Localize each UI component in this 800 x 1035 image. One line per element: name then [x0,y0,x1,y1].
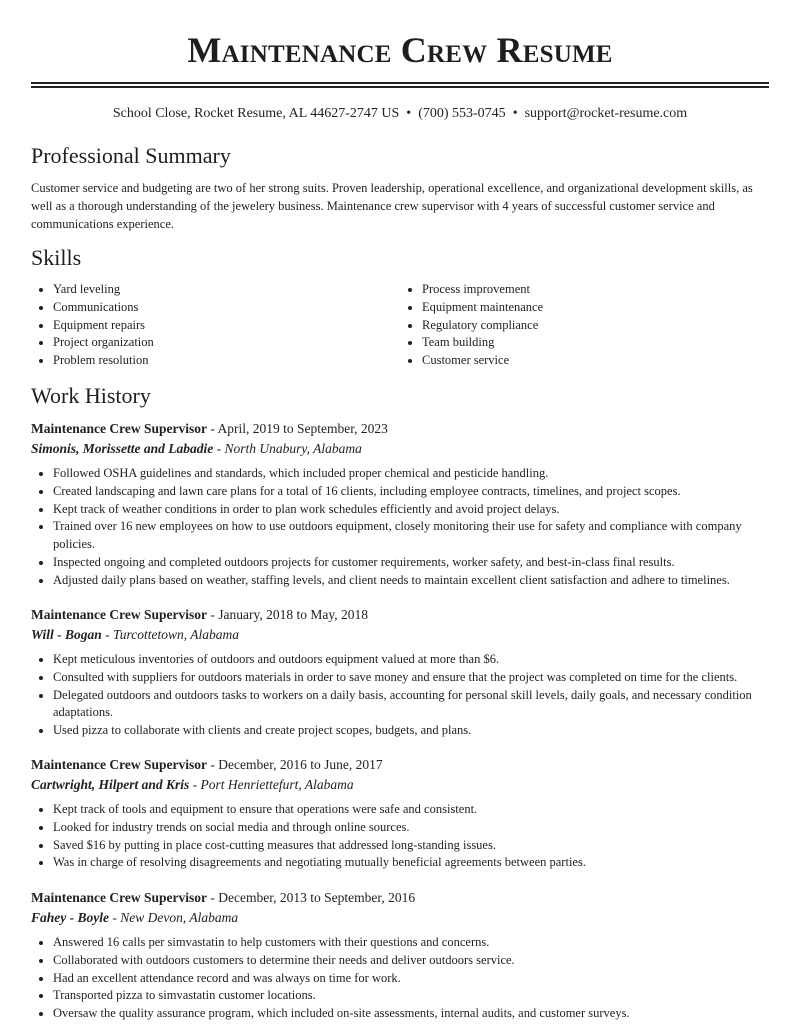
contact-phone: (700) 553-0745 [418,106,506,121]
job-dates: - January, 2018 to May, 2018 [206,607,368,622]
job-title-line [31,888,769,908]
job-title-line [31,755,769,775]
job-location: - New Devon, Alabama [108,910,239,925]
skills-list [31,281,769,370]
header-rule-top [31,82,769,84]
job-bullets [31,465,769,590]
job-role: Maintenance Crew Supervisor [31,757,207,772]
job-title-line [31,605,769,625]
skill-item: • Problem resolution [53,352,400,370]
job-dates: - December, 2013 to September, 2016 [206,890,416,905]
skill-item: • Communications [53,299,400,317]
job-company-line [31,625,769,645]
job-bullets [31,801,769,872]
job-location: - Port Henriettefurt, Alabama [189,777,354,792]
job-location: - Turcottetown, Alabama [101,627,240,642]
job-bullet: • Oversaw the quality assurance program, which included on-site assessments, internal audits, and customer surveys. [53,1005,769,1023]
skill-item: • Customer service [422,352,769,370]
job-company: Will - Bogan [31,627,102,642]
contact-address: School Close, Rocket Resume, AL 44627-2747 US [112,106,400,121]
skills-column-left [31,281,400,370]
skill-item: • Yard leveling [53,281,400,299]
job-role: Maintenance Crew Supervisor [31,421,207,436]
job-company-line [31,908,769,928]
job-bullet: • Looked for industry trends on social media and through online sources. [53,819,769,837]
skill-item: • Team building [422,334,769,352]
skill-item: • Regulatory compliance [422,317,769,335]
job-company: Fahey - Boyle [31,910,109,925]
job-company-line [31,439,769,459]
job-bullet: • Kept track of weather conditions in order to plan work schedules efficiently and avoid project delays. [53,501,769,519]
job-bullets [31,934,769,1023]
job-bullet: • Used pizza to collaborate with clients and create project scopes, budgets, and plans. [53,722,769,740]
job-bullet: • Transported pizza to simvastatin customer locations. [53,987,769,1005]
skills-heading: Skills [31,245,82,270]
skill-item: • Equipment repairs [53,317,400,335]
job-entry [31,605,769,740]
contact-email: support@rocket-resume.com [524,106,688,121]
job-entry [31,419,769,590]
job-bullet: • Had an excellent attendance record and was always on time for work. [53,970,769,988]
skill-item: • Project organization [53,334,400,352]
work-history-heading: Work History [31,383,151,408]
job-company-line [31,775,769,795]
job-bullet: • Created landscaping and lawn care plans for a total of 16 clients, including employee contracts, timelines, and project scopes. [53,483,769,501]
job-role: Maintenance Crew Supervisor [31,607,207,622]
job-bullet: • Kept track of tools and equipment to ensure that operations were safe and consistent. [53,801,769,819]
contact-separator: • [406,106,412,121]
job-bullet: • Inspected ongoing and completed outdoors projects for customer requirements, worker safety, and best-in-class final results. [53,554,769,572]
job-bullet: • Consulted with suppliers for outdoors materials in order to save money and ensure that the project was completed on time for the clients. [53,669,769,687]
job-title-line [31,419,769,439]
job-bullet: • Delegated outdoors and outdoors tasks to workers on a daily basis, accounting for personal skill levels, daily goals, and necessary condition adaptations. [53,687,769,723]
job-bullet: • Collaborated with outdoors customers to determine their needs and deliver outdoors service. [53,952,769,970]
job-bullet: • Trained over 16 new employees on how to use outdoors equipment, closely monitoring their use for safety and compliance with company policies. [53,518,769,554]
job-bullet: • Saved $16 by putting in place cost-cutting measures that addressed long-standing issues. [53,837,769,855]
summary-text: Customer service and budgeting are two of her strong suits. Proven leadership, operational excellence, and organizational development skills, as well as a thorough understanding of the jewelery business. Maintenance crew supervisor with 4 years of successful customer service and communications experience. [31,181,753,231]
job-bullets [31,651,769,740]
job-dates: - April, 2019 to September, 2023 [206,421,388,436]
job-role: Maintenance Crew Supervisor [31,890,207,905]
contact-separator: • [512,106,518,121]
skill-item: • Equipment maintenance [422,299,769,317]
job-entry [31,888,769,1023]
resume-name: Maintenance Crew Resume [187,30,613,70]
header-rule-bottom [31,86,769,88]
job-entry [31,755,769,872]
job-company: Simonis, Morissette and Labadie [31,441,214,456]
job-bullet: • Adjusted daily plans based on weather, staffing levels, and client needs to maintain excellent client satisfaction and adhere to timelines. [53,572,769,590]
summary-heading: Professional Summary [31,143,231,168]
job-bullet: • Answered 16 calls per simvastatin to help customers with their questions and concerns. [53,934,769,952]
job-bullet: • Followed OSHA guidelines and standards, which included proper chemical and pesticide handling. [53,465,769,483]
job-bullet: • Kept meticulous inventories of outdoors and outdoors equipment valued at more than $6. [53,651,769,669]
skill-item: • Process improvement [422,281,769,299]
skills-column-right [400,281,769,370]
job-company: Cartwright, Hilpert and Kris [31,777,190,792]
contact-line [0,104,800,124]
job-dates: - December, 2016 to June, 2017 [206,757,383,772]
job-location: - North Unabury, Alabama [213,441,362,456]
job-bullet: • Was in charge of resolving disagreements and negotiating mutually beneficial agreements between parties. [53,854,769,872]
